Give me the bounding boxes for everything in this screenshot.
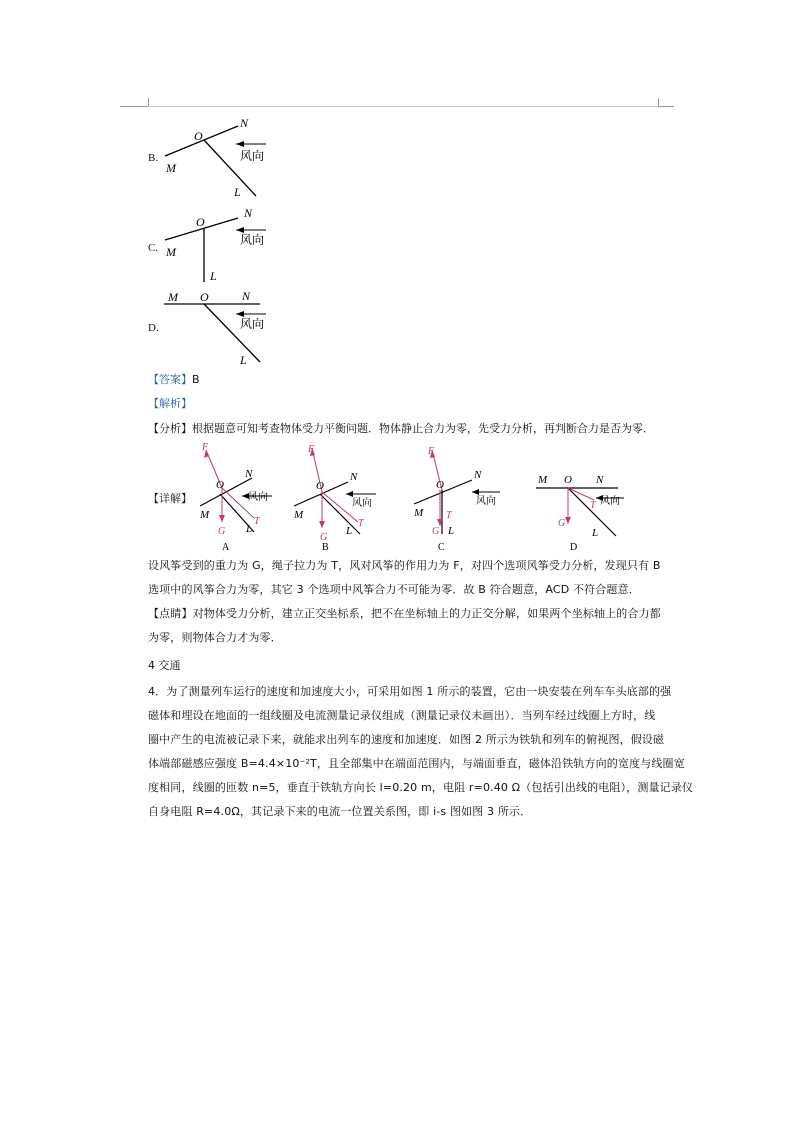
svg-text:L: L — [592, 527, 599, 539]
svg-text:N: N — [244, 206, 253, 220]
svg-text:O: O — [316, 480, 324, 492]
svg-text:L: L — [346, 525, 353, 537]
question-4 — [148, 680, 694, 824]
svg-text:风向: 风向 — [352, 498, 372, 509]
option-b-label: B. — [148, 152, 159, 164]
crop-mark-left-v — [148, 98, 149, 106]
svg-text:N: N — [350, 471, 358, 483]
svg-text:L: L — [240, 353, 247, 367]
section-title: 4 交通 — [148, 659, 181, 672]
svg-text:F: F — [308, 444, 315, 455]
svg-text:风向: 风向 — [476, 496, 496, 507]
fenxi-tag: 【分析】 — [148, 422, 192, 435]
label-m: M — [166, 161, 176, 175]
option-b-diagram — [160, 114, 290, 200]
header-rule — [148, 106, 658, 107]
svg-text:M: M — [414, 507, 424, 519]
force-diagram-c — [410, 442, 510, 554]
svg-text:M: M — [294, 509, 304, 521]
svg-text:M: M — [538, 474, 548, 486]
svg-text:M: M — [166, 245, 176, 259]
answer-tag: 【答案】 — [148, 373, 192, 386]
caption-c: C — [438, 542, 445, 553]
question-line: 圈中产生的电流被记录下来，就能求出列车的速度和加速度．如图 2 所示为铁轨和列车的俯视图，假设磁 — [148, 733, 665, 746]
analysis-tag: 【解析】 — [148, 397, 192, 410]
question-line: 体端部磁感应强度 B=4.4×10⁻²T，且全部集中在端面范围内，与端面垂直，磁体沿铁轨方向的宽度与线圈宽 — [148, 757, 685, 770]
question-line: 磁体和埋设在地面的一组线圈及电流测量记录仪组成（测量记录仪未画出）．当列车经过线圈上方时，线 — [148, 709, 656, 722]
svg-text:风向: 风向 — [240, 233, 265, 247]
label-o: O — [194, 129, 203, 143]
svg-text:N: N — [245, 468, 253, 480]
svg-text:G: G — [432, 526, 440, 537]
svg-text:N: N — [474, 469, 482, 481]
answer-line — [148, 373, 200, 387]
svg-text:O: O — [200, 290, 209, 304]
caption-d: D — [570, 542, 578, 553]
svg-text:L: L — [210, 269, 217, 283]
dianjing-line-2: 为零，则物体合力才为零． — [148, 631, 282, 644]
crop-mark-right — [658, 106, 674, 107]
answer-value: B — [192, 373, 200, 386]
svg-text:M: M — [200, 509, 210, 521]
svg-text:F: F — [428, 446, 435, 457]
force-diagram-d — [534, 470, 634, 554]
svg-text:L: L — [246, 523, 253, 535]
detail-line: 选项中的风筝合力为零，其它 3 个选项中风筝合力不可能为零．故 B 符合题意，ACD 不符合题意． — [148, 583, 640, 596]
caption-b: B — [322, 542, 329, 553]
svg-text:G: G — [320, 532, 328, 543]
fenxi-line — [148, 422, 654, 436]
svg-text:O: O — [216, 479, 224, 491]
force-diagram-a — [190, 442, 280, 554]
label-wind: 风向 — [240, 149, 265, 163]
option-c-diagram — [160, 206, 290, 286]
svg-text:T: T — [254, 516, 260, 527]
svg-text:O: O — [564, 474, 572, 486]
svg-text:风向: 风向 — [600, 496, 620, 507]
svg-text:N: N — [596, 474, 604, 486]
svg-text:O: O — [196, 215, 205, 229]
option-c-label: C. — [148, 242, 159, 254]
question-line: 4．为了测量列车运行的速度和加速度大小，可采用如图 1 所示的装置，它由一块安装在列车车头底部的强 — [148, 685, 672, 698]
svg-text:O: O — [436, 479, 444, 491]
svg-text:L: L — [448, 525, 455, 537]
dianjing-paragraph — [148, 602, 668, 650]
xiangjie-tag: 【详解】 — [148, 492, 192, 505]
svg-text:F: F — [202, 442, 209, 453]
svg-text:M: M — [168, 290, 178, 304]
question-line: 自身电阻 R=4.0Ω，其记录下来的电流一位置关系图，即 i-s 图如图 3 所示． — [148, 805, 532, 818]
label-l: L — [234, 185, 241, 199]
svg-text:风向: 风向 — [240, 317, 265, 331]
force-diagram-b — [290, 442, 390, 554]
detail-paragraph — [148, 554, 668, 602]
dianjing-tag: 【点睛】 — [148, 607, 193, 620]
svg-text:G: G — [558, 518, 566, 529]
crop-mark-right-v — [658, 98, 659, 106]
svg-text:N: N — [242, 289, 251, 303]
svg-text:T: T — [446, 510, 452, 521]
question-line: 度相同，线圈的匝数 n=5，垂直于铁轨方向长 l=0.20 m，电阻 r=0.40 Ω（包括引出线的电阻），测量记录仪 — [148, 781, 694, 794]
svg-text:G: G — [218, 526, 226, 537]
svg-text:风向: 风向 — [248, 492, 268, 503]
caption-a: A — [222, 542, 230, 553]
label-n: N — [240, 116, 249, 130]
svg-text:T: T — [590, 500, 596, 511]
dianjing-line-1: 【点睛】对物体受力分析，建立正交坐标系，把不在坐标轴上的力正交分解，如果两个坐标轴上的合力都 — [148, 607, 661, 620]
detail-line: 设风筝受到的重力为 G，绳子拉力为 T，风对风筝的作用力为 F，对四个选项风筝受力分析，发现只有 B — [148, 559, 661, 572]
svg-text:T: T — [358, 518, 364, 529]
option-d-diagram — [160, 288, 290, 368]
option-d-label: D. — [148, 322, 159, 334]
fenxi-text: 根据题意可知考查物体受力平衡问题．物体静止合力为零，先受力分析，再判断合力是否为零． — [192, 422, 654, 435]
crop-mark-left — [120, 106, 148, 107]
